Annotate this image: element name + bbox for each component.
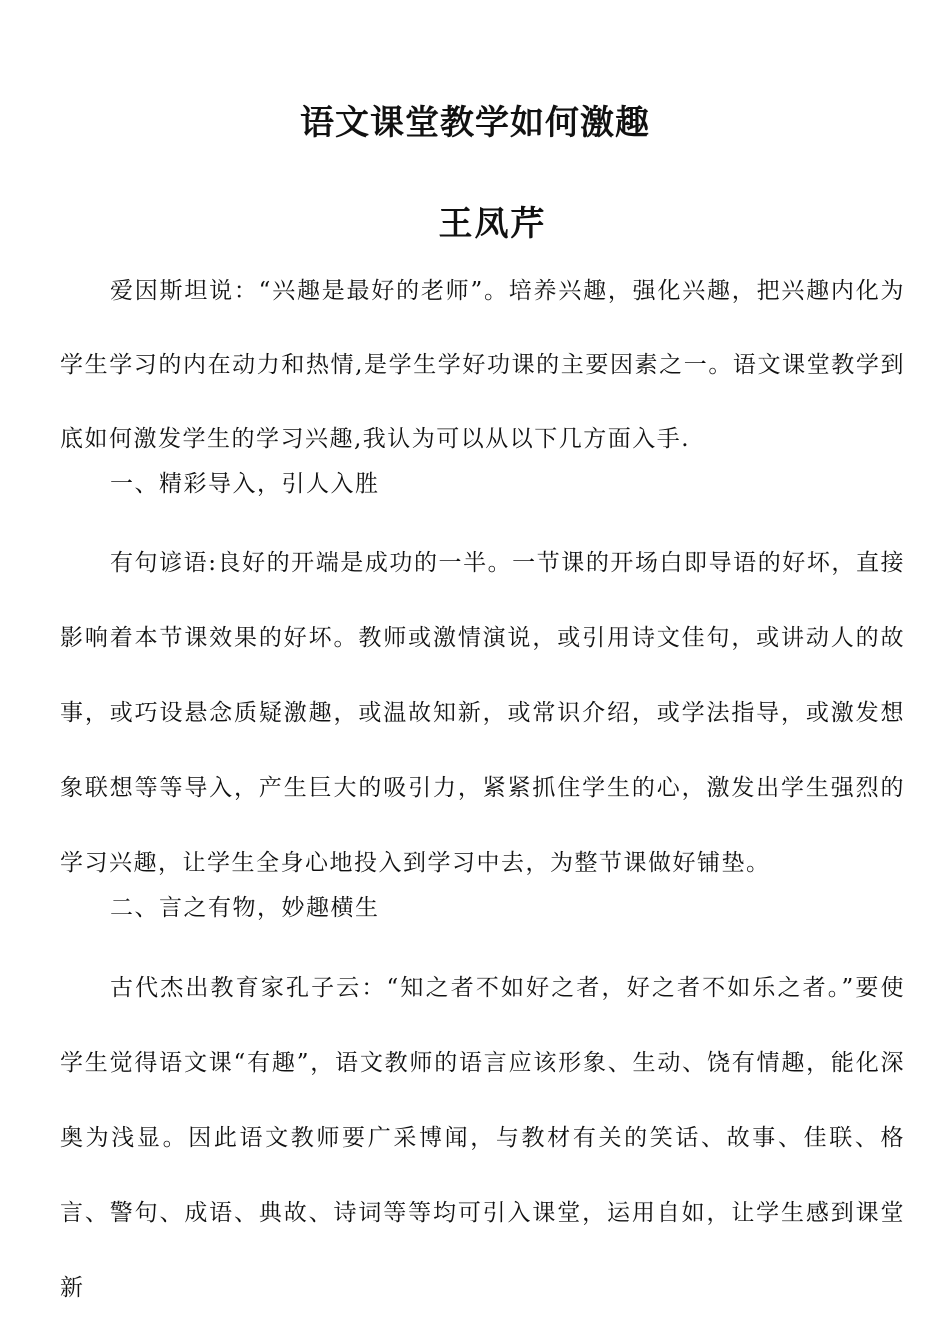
paragraph-section-1: 有句谚语:良好的开端是成功的一半。一节课的开场白即导语的好坏，直接影响着本节课效果的好坏。教师或激情演说，或引用诗文佳句，或讲动人的故事，或巧设悬念质疑激趣，或温故知新，或常识介绍，或学法指导，或激发想象联想等等导入，产生巨大的吸引力，紧紧抓住学生的心，激发出学生强烈的学习兴趣，让学生全身心地投入到学习中去，为整节课做好铺垫。 (60, 550, 905, 876)
document-author: 王凤芹 (438, 204, 547, 244)
paragraph-intro: 爱因斯坦说：“兴趣是最好的老师”。培养兴趣，强化兴趣，把兴趣内化为学生学习的内在动力和热情,是学生学好功课的主要因素之一。语文课堂教学到底如何激发学生的学习兴趣,我认为可以从以下几方面入手. (60, 278, 905, 452)
document-title: 语文课堂教学如何激趣 (300, 103, 650, 143)
section-heading-1: 一、精彩导入，引人入胜 (110, 471, 380, 497)
section-heading-2: 二、言之有物，妙趣横生 (110, 895, 380, 921)
paragraph-section-2: 古代杰出教育家孔子云：“知之者不如好之者，好之者不如乐之者。”要使学生觉得语文课“有趣”，语文教师的语言应该形象、生动、饶有情趣，能化深奥为浅显。因此语文教师要广采博闻，与教材有关的笑话、故事、佳联、格言、警句、成语、典故、诗词等等均可引入课堂，运用自如，让学生感到课堂新 (60, 975, 905, 1301)
